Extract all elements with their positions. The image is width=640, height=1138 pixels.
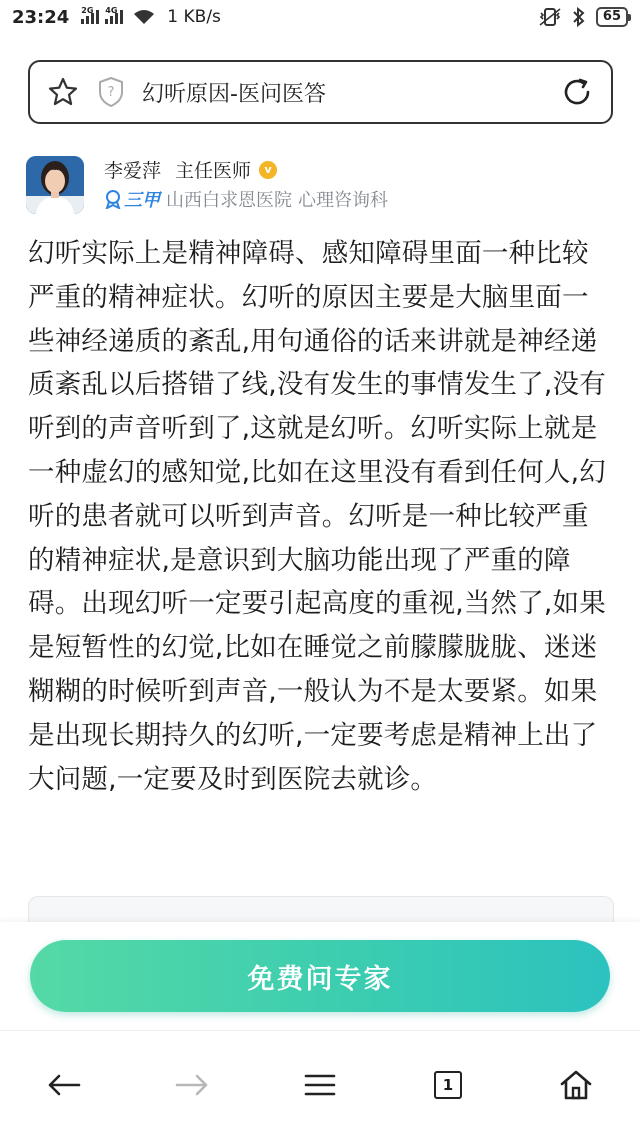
- star-icon[interactable]: [46, 75, 80, 109]
- tabs-icon[interactable]: [418, 1055, 478, 1115]
- battery-icon: 65: [596, 7, 628, 27]
- hospital-grade-badge: [104, 186, 160, 212]
- browser-toolbar: [0, 1030, 640, 1138]
- free-consult-button[interactable]: 免费问专家: [30, 940, 610, 1012]
- hospital-name: 山西白求恩医院: [166, 190, 292, 211]
- verified-badge-icon: v: [259, 161, 277, 179]
- signal-label: 4G: [105, 6, 118, 15]
- bluetooth-icon: [572, 7, 586, 27]
- reload-icon[interactable]: [559, 74, 595, 110]
- wifi-icon: [133, 9, 155, 25]
- status-bar: [0, 0, 640, 34]
- department-name: 心理咨询科: [298, 190, 388, 211]
- tab-count[interactable]: 1: [434, 1071, 462, 1099]
- vibrate-icon: [538, 7, 562, 27]
- forward-arrow-icon[interactable]: [162, 1055, 222, 1115]
- signal-icon: [81, 6, 99, 24]
- svg-text:?: ?: [107, 85, 115, 100]
- back-arrow-icon[interactable]: [34, 1055, 94, 1115]
- answer-text: 幻听实际上是精神障碍、感知障碍里面一种比较严重的精神症状。幻听的原因主要是大脑里面一些神经递质的紊乱,用句通俗的话来讲就是神经递质紊乱以后搭错了线,没有发生的事情发生了,没有听到的声音听到了,这就是幻听。幻听实际上就是一种虚幻的感知觉,比如在这里没有看到任何人,幻听的患者就可以听到声音。幻听是一种比较严重的精神症状,是意识到大脑功能出现了严重的障碍。出现幻听一定要引起高度的重视,当然了,如果是短暂性的幻觉,比如在睡觉之前朦朦胧胧、迷迷糊糊的时候听到声音,一般认为不是太要紧。如果是出现长期持久的幻听,一定要考虑是精神上出了大问题,一定要及时到医院去就诊。: [28, 238, 606, 795]
- doctor-header[interactable]: [26, 156, 616, 214]
- address-text[interactable]: 幻听原因-医问医答: [142, 81, 326, 107]
- doctor-title: 主任医师: [175, 160, 252, 182]
- menu-icon[interactable]: [290, 1055, 350, 1115]
- shield-icon[interactable]: [96, 75, 126, 109]
- status-time: 23:24: [12, 6, 70, 28]
- signal-label: 2G: [81, 6, 94, 15]
- award-icon: [104, 189, 122, 209]
- address-bar[interactable]: [28, 60, 613, 124]
- doctor-avatar[interactable]: [26, 156, 84, 214]
- doctor-name: 李爱萍: [104, 160, 162, 182]
- hospital-grade: 三甲: [124, 190, 160, 211]
- network-speed: 1 KB/s: [167, 7, 221, 27]
- home-icon[interactable]: [546, 1055, 606, 1115]
- consult-bar: [0, 922, 640, 1030]
- signal-icon: [105, 6, 123, 24]
